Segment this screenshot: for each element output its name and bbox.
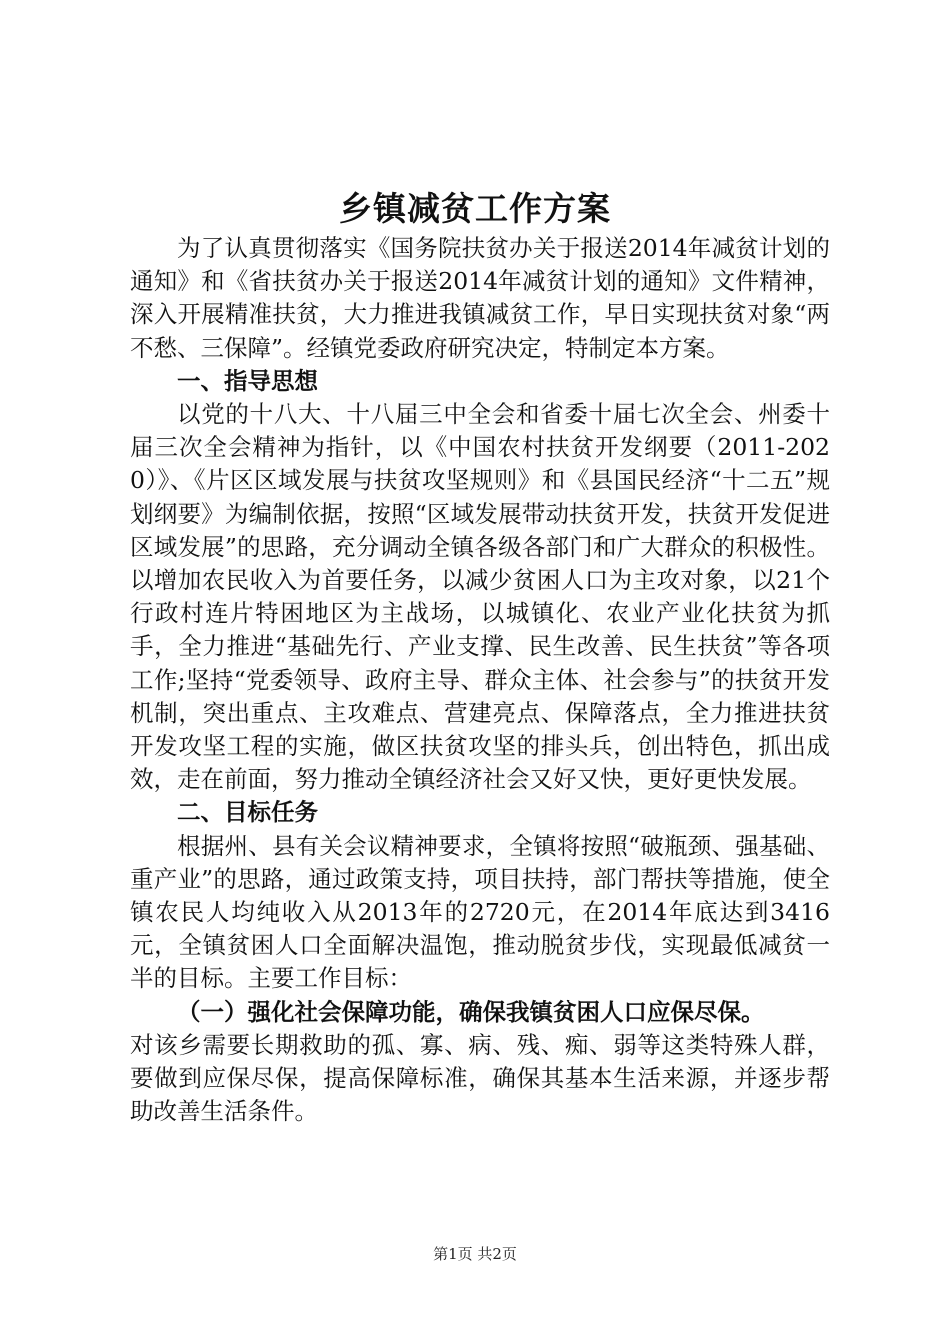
subsection-heading-social-security: （一）强化社会保障功能，确保我镇贫困人口应保尽保。	[177, 997, 765, 1026]
section-paragraph-goals: 根据州、县有关会议精神要求，全镇将按照“破瓶颈、强基础、重产业”的思路，通过政策支持，项目扶持，部门帮扶等措施，使全镇农民人均纯收入从2013年的2720元，在2014年底达到3416元，全镇贫困人口全面解决温饱，推动脱贫步伐，实现最低减贫一半的目标。主要工作目标：	[130, 831, 830, 993]
subsection-paragraph-social-security: 对该乡需要长期救助的孤、寡、病、残、痴、弱等这类特殊人群，要做到应保尽保，提高保障标准，确保其基本生活来源，并逐步帮助改善生活条件。	[130, 1030, 830, 1126]
section-heading-goals: 二、目标任务	[177, 798, 318, 827]
document-title: 乡镇减贫工作方案	[339, 189, 611, 228]
section-paragraph-guiding-thought: 以党的十八大、十八届三中全会和省委十届七次全会、州委十届三次全会精神为指针，以《中国农村扶贫开发纲要（2011-2020）》、《片区区域发展与扶贫攻坚规则》和《县国民经济“十二五”规划纲要》为编制依据，按照“区域发展带动扶贫开发，扶贫开发促进区域发展”的思路，充分调动全镇各级各部门和广大群众的积极性。以增加农民收入为首要任务，以减少贫困人口为主攻对象，以21个行政村连片特困地区为主战场，以城镇化、农业产业化扶贫为抓手，全力推进“基础先行、产业支撑、民生改善、民生扶贫”等各项工作;坚持“党委领导、政府主导、群众主体、社会参与”的扶贫开发机制，突出重点、主攻难点、营建亮点、保障落点，全力推进扶贫开发攻坚工程的实施，做区扶贫攻坚的排头兵，创出特色，抓出成效，走在前面，努力推动全镇经济社会又好又快，更好更快发展。	[130, 400, 830, 794]
page-footer: 第1页 共2页	[433, 1245, 517, 1263]
intro-paragraph: 为了认真贯彻落实《国务院扶贫办关于报送2014年减贫计划的通知》和《省扶贫办关于报送2014年减贫计划的通知》文件精神，深入开展精准扶贫，大力推进我镇减贫工作，早日实现扶贫对象“两不愁、三保障”。经镇党委政府研究决定，特制定本方案。	[130, 234, 830, 362]
section-heading-guiding-thought: 一、指导思想	[177, 366, 318, 395]
document-body	[130, 232, 830, 1128]
